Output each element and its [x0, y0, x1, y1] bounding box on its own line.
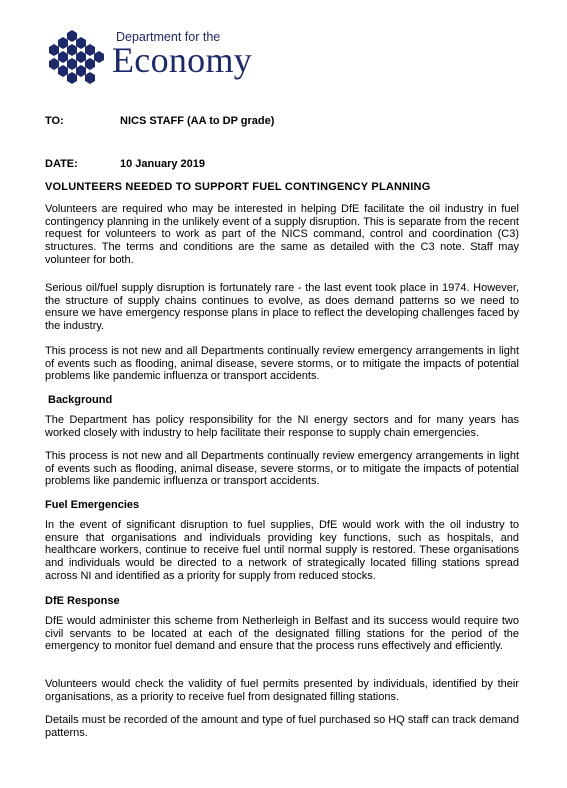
paragraph-text: Serious oil/fuel supply disruption is fortunately rare - the last event took place in 1974. However, the structure of supply chains continues to evolve, as does demand patterns so we need to ensure we have emergency response plans in place to reflect the developing challenges faced by the industry. [45, 282, 519, 333]
date-label: DATE: [45, 158, 78, 170]
to-label: TO: [45, 115, 64, 127]
paragraph-text: The Department has policy responsibility for the NI energy sectors and for many years has worked closely with industry to help facilitate their response to supply chain emergencies. [45, 414, 519, 439]
paragraph-policy [45, 414, 519, 439]
paragraph-text: Volunteers would check the validity of fuel permits presented by individuals, identified by their organisations, as a priority to receive fuel from designated filling stations. [45, 678, 519, 703]
memo-title: VOLUNTEERS NEEDED TO SUPPORT FUEL CONTINGENCY PLANNING [45, 181, 431, 193]
paragraph-process [45, 345, 519, 383]
heading-background: Background [48, 394, 113, 406]
paragraph-intro [45, 203, 519, 267]
heading-fuel-emergencies: Fuel Emergencies [45, 499, 140, 511]
logo-department-line: Department for the [116, 30, 221, 44]
paragraph-text: This process is not new and all Departments continually review emergency arrangements in light of events such as flooding, animal disease, severe storms, or to mitigate the impacts of potential problems like pandemic influenza or transport accidents. [45, 450, 519, 488]
paragraph-permits [45, 678, 519, 703]
paragraph-text: Details must be recorded of the amount and type of fuel purchased so HQ staff can track demand patterns. [45, 714, 519, 739]
date-value: 10 January 2019 [120, 158, 206, 170]
logo-economy-wordmark: Economy [112, 40, 253, 80]
paragraph-text: In the event of significant disruption to fuel supplies, DfE would work with the oil industry to ensure that organisations and individuals providing key functions, such as hospitals, and healthcare workers, continue to receive fuel until normal supply is restored. These organisations and individuals would be directed to a network of strategically located filling stations spread across NI and identified as a priority for supply from reduced stocks. [45, 519, 519, 582]
paragraph-administration [45, 615, 519, 653]
paragraph-text: DfE would administer this scheme from Netherleigh in Belfast and its success would require two civil servants to be located at each of the designated filling stations for the period of the emergency to monitor fuel demand and ensure that the process runs effectively and efficiently. [45, 615, 519, 653]
paragraph-recording [45, 714, 519, 739]
paragraph-process-repeat [45, 450, 519, 488]
to-value: NICS STAFF (AA to DP grade) [120, 115, 275, 127]
paragraph-text: This process is not new and all Departments continually review emergency arrangements in light of events such as flooding, animal disease, severe storms, or to mitigate the impacts of potential problems like pandemic influenza or transport accidents. [45, 345, 519, 383]
paragraph-rarity [45, 282, 519, 333]
paragraph-fuel-disruption [45, 519, 519, 583]
heading-dfe-response: DfE Response [45, 595, 120, 607]
paragraph-text: Volunteers are required who may be interested in helping DfE facilitate the oil industry in fuel contingency planning in the unlikely event of a supply disruption. This is separate from the recent request for volunteers to work as part of the NICS command, control and coordination (C3) structures. The terms and conditions are the same as detailed with the C3 note. Staff may volunteer for both. [45, 203, 519, 266]
hexagon-cluster-logo-icon [44, 28, 106, 90]
